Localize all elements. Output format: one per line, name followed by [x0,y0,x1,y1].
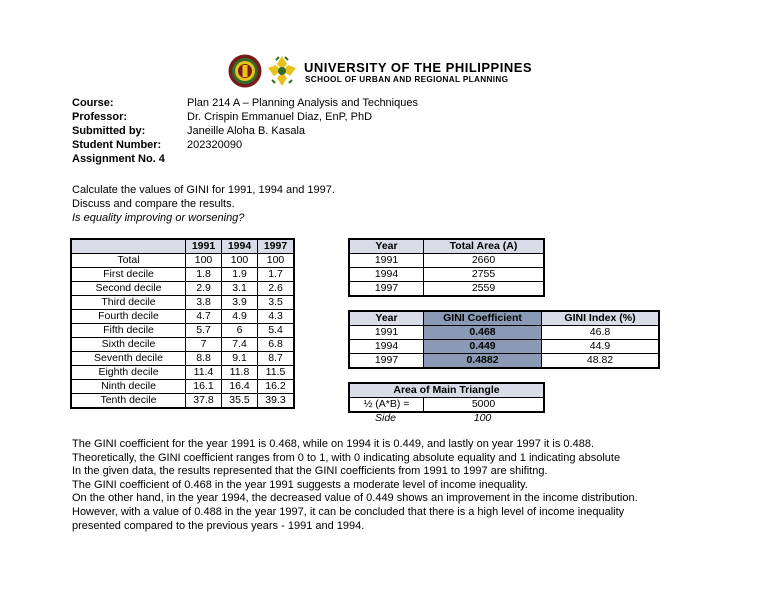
gini-year: 1997 [349,354,424,369]
gini-index: 48.82 [542,354,660,369]
discussion-line: The GINI coefficient of 0.468 in the year 1991 suggests a moderate level of income inequality. [72,478,528,491]
professor-row [72,110,418,124]
discussion-text [72,438,638,533]
gini-coefficient: 0.468 [424,326,542,340]
table-row [71,310,294,324]
decile-table [70,238,295,409]
decile-header-cell [71,239,186,254]
course-label: Course: [72,97,114,109]
decile-label: Fifth decile [71,324,186,338]
gini-header-cell: GINI Index (%) [542,311,660,326]
triangle-header-row [349,383,544,398]
question-line-1: Calculate the values of GINI for 1991, 1994 and 1997. [72,184,335,196]
decile-value: 3.1 [222,282,258,296]
course-value: Plan 214 A – Planning Analysis and Techniques [187,97,418,109]
table-row [71,268,294,282]
table-row [71,394,294,409]
decile-value: 5.7 [186,324,222,338]
table-row [71,254,294,268]
table-row [349,326,659,340]
submitted-row [72,124,418,138]
area-header-cell: Year [349,239,424,254]
gini-header-cell: Year [349,311,424,326]
table-row [349,254,544,268]
table-row [71,282,294,296]
gini-index: 46.8 [542,326,660,340]
surp-logo-icon [266,54,298,88]
student-number-value: 202320090 [187,139,243,151]
discussion-line: Theoretically, the GINI coefficient ranges from 0 to 1, with 0 indicating absolute equality and 1 indicating absolute [72,451,621,464]
decile-label: Second decile [71,282,186,296]
decile-value: 2.6 [258,282,295,296]
table-row [71,352,294,366]
decile-value: 16.4 [222,380,258,394]
submitted-value: Janeille Aloha B. Kasala [187,125,306,137]
area-header-row [349,239,544,254]
area-value: 2660 [424,254,545,268]
decile-header-cell: 1991 [186,239,222,254]
table-row [71,324,294,338]
question-line-3: Is equality improving or worsening? [72,212,245,224]
table-row [349,398,544,413]
table-row [349,354,659,369]
decile-value: 1.9 [222,268,258,282]
decile-value: 4.7 [186,310,222,324]
triangle-formula-label: ½ (A*B) = [349,398,424,413]
submitted-label: Submitted by: [72,125,146,137]
decile-value: 35.5 [222,394,258,409]
decile-label: Eighth decile [71,366,186,380]
decile-value: 3.9 [222,296,258,310]
decile-value: 11.8 [222,366,258,380]
decile-value: 2.9 [186,282,222,296]
total-area-table [348,238,545,297]
area-year: 1997 [349,282,424,297]
student-number-row [72,138,418,152]
area-value: 2755 [424,268,545,282]
university-name: UNIVERSITY OF THE PHILIPPINES [304,60,533,75]
discussion-line: In the given data, the results represented that the GINI coefficients from 1991 to 1997 are shifitng. [72,465,548,478]
decile-value: 7 [186,338,222,352]
decile-value: 100 [258,254,295,268]
discussion-line: On the other hand, in the year 1994, the decreased value of 0.449 shows an improvement in the income distribution. [72,492,638,505]
table-row [349,268,544,282]
decile-header-row [71,239,294,254]
decile-label: Ninth decile [71,380,186,394]
decile-value: 1.8 [186,268,222,282]
decile-value: 37.8 [186,394,222,409]
gini-index: 44.9 [542,340,660,354]
decile-value: 6 [222,324,258,338]
decile-value: 5.4 [258,324,295,338]
main-triangle-table [348,382,545,413]
decile-value: 11.4 [186,366,222,380]
gini-header-row [349,311,659,326]
decile-value: 6.8 [258,338,295,352]
gini-year: 1991 [349,326,424,340]
decile-value: 1.7 [258,268,295,282]
discussion-line: presented compared to the previous years - 1991 and 1994. [72,519,365,532]
decile-value: 4.9 [222,310,258,324]
decile-header-cell: 1994 [222,239,258,254]
decile-label: Total [71,254,186,268]
assignment-row [72,152,418,166]
gini-coefficient: 0.449 [424,340,542,354]
table-row [349,282,544,297]
side-label: Side [374,412,396,424]
assignment-info [72,96,418,166]
decile-value: 3.5 [258,296,295,310]
question-line-2: Discuss and compare the results. [72,198,235,210]
professor-value: Dr. Crispin Emmanuel Diaz, EnP, PhD [187,111,373,123]
decile-value: 100 [186,254,222,268]
table-row [71,338,294,352]
decile-label: First decile [71,268,186,282]
decile-value: 7.4 [222,338,258,352]
assignment-label: Assignment No. 4 [72,153,165,165]
table-row [71,380,294,394]
decile-value: 16.1 [186,380,222,394]
student-number-label: Student Number: [72,139,162,151]
triangle-title: Area of Main Triangle [349,383,544,398]
gini-header-cell: GINI Coefficient [424,311,542,326]
decile-value: 100 [222,254,258,268]
table-row [71,296,294,310]
decile-value: 9.1 [222,352,258,366]
up-seal-icon [228,54,262,88]
decile-value: 3.8 [186,296,222,310]
discussion-line: However, with a value of 0.488 in the year 1997, it can be concluded that there is a high level of income inequality [72,505,625,518]
gini-table [348,310,660,369]
decile-label: Third decile [71,296,186,310]
decile-label: Seventh decile [71,352,186,366]
decile-value: 8.7 [258,352,295,366]
decile-value: 39.3 [258,394,295,409]
professor-label: Professor: [72,111,128,123]
school-name: SCHOOL OF URBAN AND REGIONAL PLANNING [305,75,509,84]
decile-value: 11.5 [258,366,295,380]
area-year: 1991 [349,254,424,268]
question-block [72,183,335,225]
decile-label: Tenth decile [71,394,186,409]
decile-header-cell: 1997 [258,239,295,254]
decile-value: 16.2 [258,380,295,394]
triangle-formula-value: 5000 [424,398,545,413]
course-row [72,96,418,110]
decile-value: 8.8 [186,352,222,366]
area-value: 2559 [424,282,545,297]
side-value: 100 [473,412,492,424]
gini-coefficient: 0.4882 [424,354,542,369]
area-header-cell: Total Area (A) [424,239,545,254]
decile-label: Sixth decile [71,338,186,352]
decile-value: 4.3 [258,310,295,324]
table-row [349,340,659,354]
gini-year: 1994 [349,340,424,354]
discussion-line: The GINI coefficient for the year 1991 is 0.468, while on 1994 it is 0.449, and lastly on year 1997 it is 0.488. [72,438,595,450]
decile-label: Fourth decile [71,310,186,324]
area-year: 1994 [349,268,424,282]
table-row [71,366,294,380]
